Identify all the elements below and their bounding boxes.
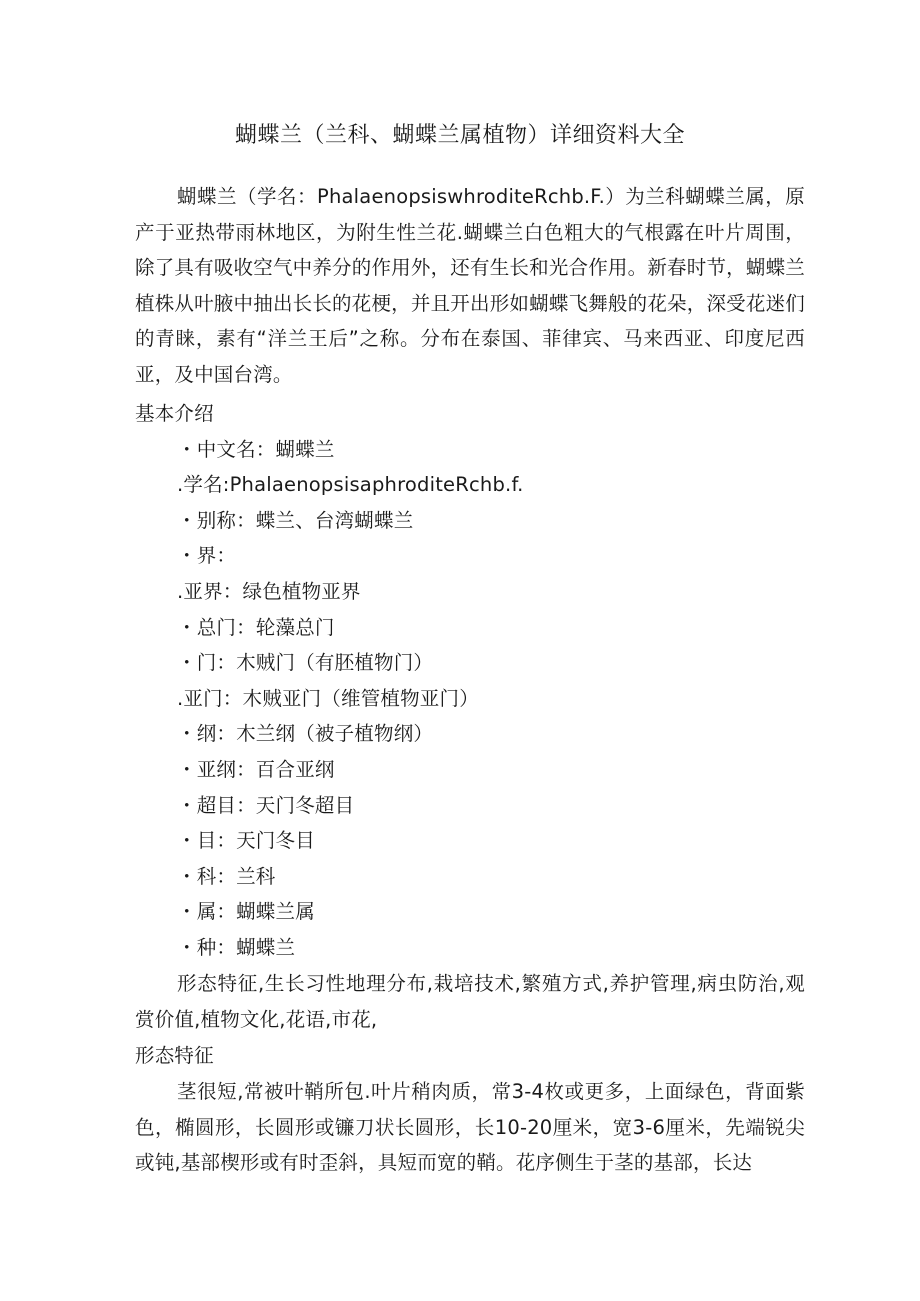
basic-info-item: ・总门：轮藻总门 — [177, 615, 335, 639]
basic-info-item: ・界： — [177, 544, 237, 568]
basic-info-item: .亚界：绿色植物亚界 — [177, 579, 361, 603]
basic-info-heading: 基本介绍 — [135, 402, 214, 425]
topics-paragraph: 形态特征,生长习性地理分布,栽培技术,繁殖方式,养护管理,病虫防治,观赏价值,植物文化,花语,市花, — [135, 972, 805, 1031]
document-title: 蝴蝶兰（兰科、蝴蝶兰属植物）详细资料大全 — [234, 123, 685, 148]
basic-info-item: ・目：天门冬目 — [177, 829, 315, 853]
basic-info-item: .学名:PhalaenopsisaphroditeRchb.f. — [177, 473, 524, 497]
basic-info-item: ・亚纲：百合亚纲 — [177, 757, 335, 781]
basic-info-item: ・门：木贼门（有胚植物门） — [177, 651, 434, 675]
basic-info-item: ・纲：木兰纲（被子植物纲） — [177, 722, 434, 746]
topics-section — [135, 966, 805, 1037]
intro-section — [135, 179, 805, 393]
basic-info-item: ・属：蝴蝶兰属 — [177, 900, 315, 924]
morphology-paragraph: 茎很短,常被叶鞘所包.叶片稍肉质，常3-4枚或更多，上面绿色，背面紫色，椭圆形，长圆形或镰刀状长圆形，长10-20厘米，宽3-6厘米，先端锐尖或钝,基部楔形或有时歪斜，具短而宽的鞘。花序侧生于茎的基部，长达 — [135, 1080, 805, 1175]
morphology-heading-block — [135, 1038, 805, 1074]
basic-info-item: ・种：蝴蝶兰 — [177, 935, 296, 959]
basic-info-section — [135, 396, 805, 966]
basic-info-item: ・科：兰科 — [177, 864, 276, 888]
basic-info-item: ・别称：蝶兰、台湾蝴蝶兰 — [177, 508, 414, 532]
basic-info-item: ・超目：天门冬超目 — [177, 793, 355, 817]
intro-paragraph: 蝴蝶兰（学名：PhalaenopsiswhroditeRchb.F.）为兰科蝴蝶兰属，原产于亚热带雨林地区，为附生性兰花.蝴蝶兰白色粗大的气根露在叶片周围，除了具有吸收空气中养分的作用外，还有生长和光合作用。新春时节，蝴蝶兰植株从叶腋中抽出长长的花梗，并且开出形如蝴蝶飞舞般的花朵，深受花迷们的青睐，素有“洋兰王后”之称。分布在泰国、菲律宾、马来西亚、印度尼西亚，及中国台湾。 — [135, 185, 805, 386]
morphology-heading: 形态特征 — [135, 1044, 214, 1067]
basic-info-item: ・中文名：蝴蝶兰 — [177, 437, 335, 461]
morphology-section — [135, 1074, 805, 1181]
basic-info-item: .亚门：木贼亚门（维管植物亚门） — [177, 686, 479, 710]
